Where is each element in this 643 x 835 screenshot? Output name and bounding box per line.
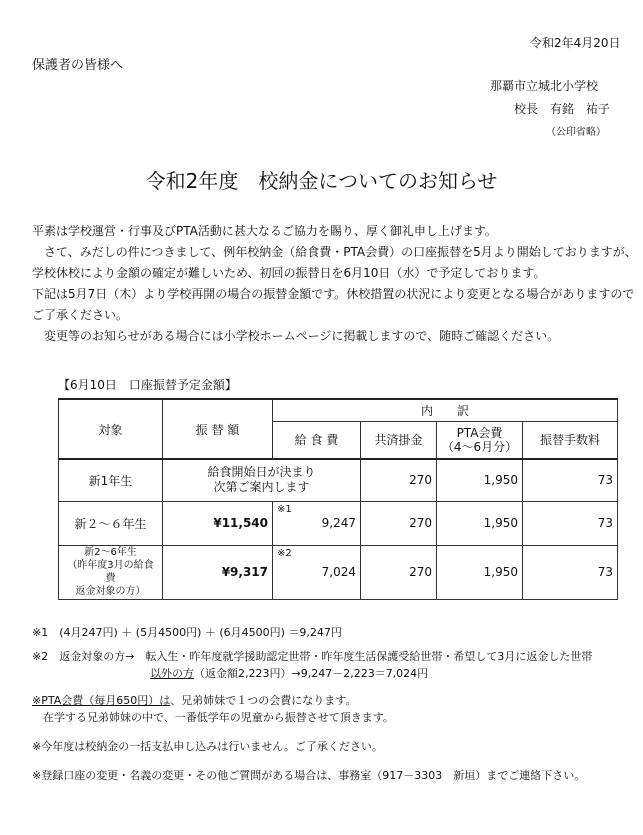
row-merged-note: [163, 459, 361, 501]
note-2-calc: [150, 665, 428, 681]
note-2-text: 転入生・昨年度就学援助認定世帯・昨年度生活保護受給世帯・希望して3月に返金した世帯: [145, 650, 593, 663]
merged-note-line2: 次第ご案内します: [213, 480, 310, 495]
document-date: 令和2年4月20日: [530, 36, 621, 50]
row-lunch-fee: [273, 545, 361, 599]
principal-name: 校長 有銘 祐子: [514, 102, 611, 116]
target-line3: 返金対象の方）: [75, 586, 146, 597]
table-label: 【6月10日 口座振替予定金額】: [58, 378, 237, 392]
row-amount: ¥11,540: [163, 501, 273, 545]
lunch-fee-value: 7,024: [321, 565, 356, 579]
body-paragraph: 平素は学校運営・行事及びPTA活動に甚大なるご協力を賜り、厚く御礼申し上げます。: [32, 224, 497, 238]
row-mutual-aid: 270: [361, 459, 437, 501]
note-pta-underlined: ※PTA会費（毎月650円）は: [32, 694, 171, 707]
row-transfer-fee: 73: [523, 501, 618, 545]
row-mutual-aid: 270: [361, 545, 437, 599]
row-transfer-fee: 73: [523, 545, 618, 599]
target-line1: 新2～6年生: [84, 547, 137, 558]
header-lunch-fee: 給 食 費: [273, 421, 361, 459]
row-pta-fee: 1,950: [437, 459, 523, 501]
header-mutual-aid: 共済掛金: [361, 421, 437, 459]
body-paragraph: 下記は5月7日（木）より学校再開の場合の振替金額です。休校措置の状況により変更となる場合がありますので: [32, 287, 635, 301]
note-2-calculation: （返金額2,223円）→9,247－2,223＝7,024円: [194, 667, 429, 680]
note-2: [32, 648, 592, 664]
row-transfer-fee: 73: [523, 459, 618, 501]
row-mutual-aid: 270: [361, 501, 437, 545]
salutation: 保護者の皆様へ: [32, 58, 124, 73]
header-pta-line2: （4～6月分）: [441, 439, 518, 454]
school-name: 那覇市立城北小学校: [490, 79, 599, 93]
row-amount: ¥9,317: [163, 545, 273, 599]
document-title: 令和2年度 校納金についてのお知らせ: [145, 169, 498, 193]
body-paragraph: 学校休校により金額の確定が難しいため、初回の振替日を6月10日（水）で予定しております。: [32, 266, 546, 280]
note-2-exclusion: 以外の方: [150, 667, 194, 680]
header-pta-fee: [437, 421, 523, 459]
footnote-mark: ※2: [277, 547, 292, 559]
table-row: [59, 545, 618, 599]
header-transfer-fee: 振替手数料: [523, 421, 618, 459]
target-line2: （昨年度3月の給食費: [67, 560, 154, 584]
note-lump-sum: ※今年度は校納金の一括支払申し込みは行いません。ご了承ください。: [32, 740, 383, 753]
note-pta-rest: 、兄弟姉妹で１つの会費になります。: [170, 694, 357, 707]
note-1: ※1 (4月247円) ＋ (5月4500円) ＋ (6月4500円) ＝9,247円: [32, 626, 342, 639]
note-pta: [32, 692, 356, 708]
transfer-amount-table: [58, 398, 618, 600]
header-amount: 振 替 額: [163, 399, 273, 459]
note-pta-line2: 在学する兄弟姉妹の中で、一番低学年の児童から振替させて頂きます。: [32, 711, 394, 724]
row-target: [59, 545, 163, 599]
lunch-fee-value: 9,247: [321, 516, 356, 530]
footnote-mark: ※1: [277, 503, 292, 515]
note-2-lead: ※2 返金対象の方→: [32, 650, 146, 663]
table-row: [59, 501, 618, 545]
row-pta-fee: 1,950: [437, 501, 523, 545]
table-row: [59, 459, 618, 501]
row-target: 新２～６年生: [59, 501, 163, 545]
body-paragraph: ご了承ください。: [32, 308, 129, 322]
row-pta-fee: 1,950: [437, 545, 523, 599]
row-lunch-fee: [273, 501, 361, 545]
header-breakdown: 内 訳: [273, 399, 618, 421]
row-target: 新1年生: [59, 459, 163, 501]
body-paragraph: さて、みだしの件につきまして、例年校納金（給食費・PTA会費）の口座振替を5月より開始しておりますが、: [32, 245, 637, 259]
body-paragraph: 変更等のお知らせがある場合には小学校ホームページに掲載しますので、随時ご確認ください。: [32, 329, 560, 343]
header-pta-line1: PTA会費: [456, 425, 503, 440]
merged-note-line1: 給食開始日が決まり: [207, 465, 316, 480]
seal-omitted-note: （公印省略）: [546, 127, 606, 138]
header-target: 対象: [59, 399, 163, 459]
note-contact: ※登録口座の変更・名義の変更・その他ご質問がある場合は、事務室（917－3303 新垣）までご連絡下さい。: [32, 769, 586, 782]
